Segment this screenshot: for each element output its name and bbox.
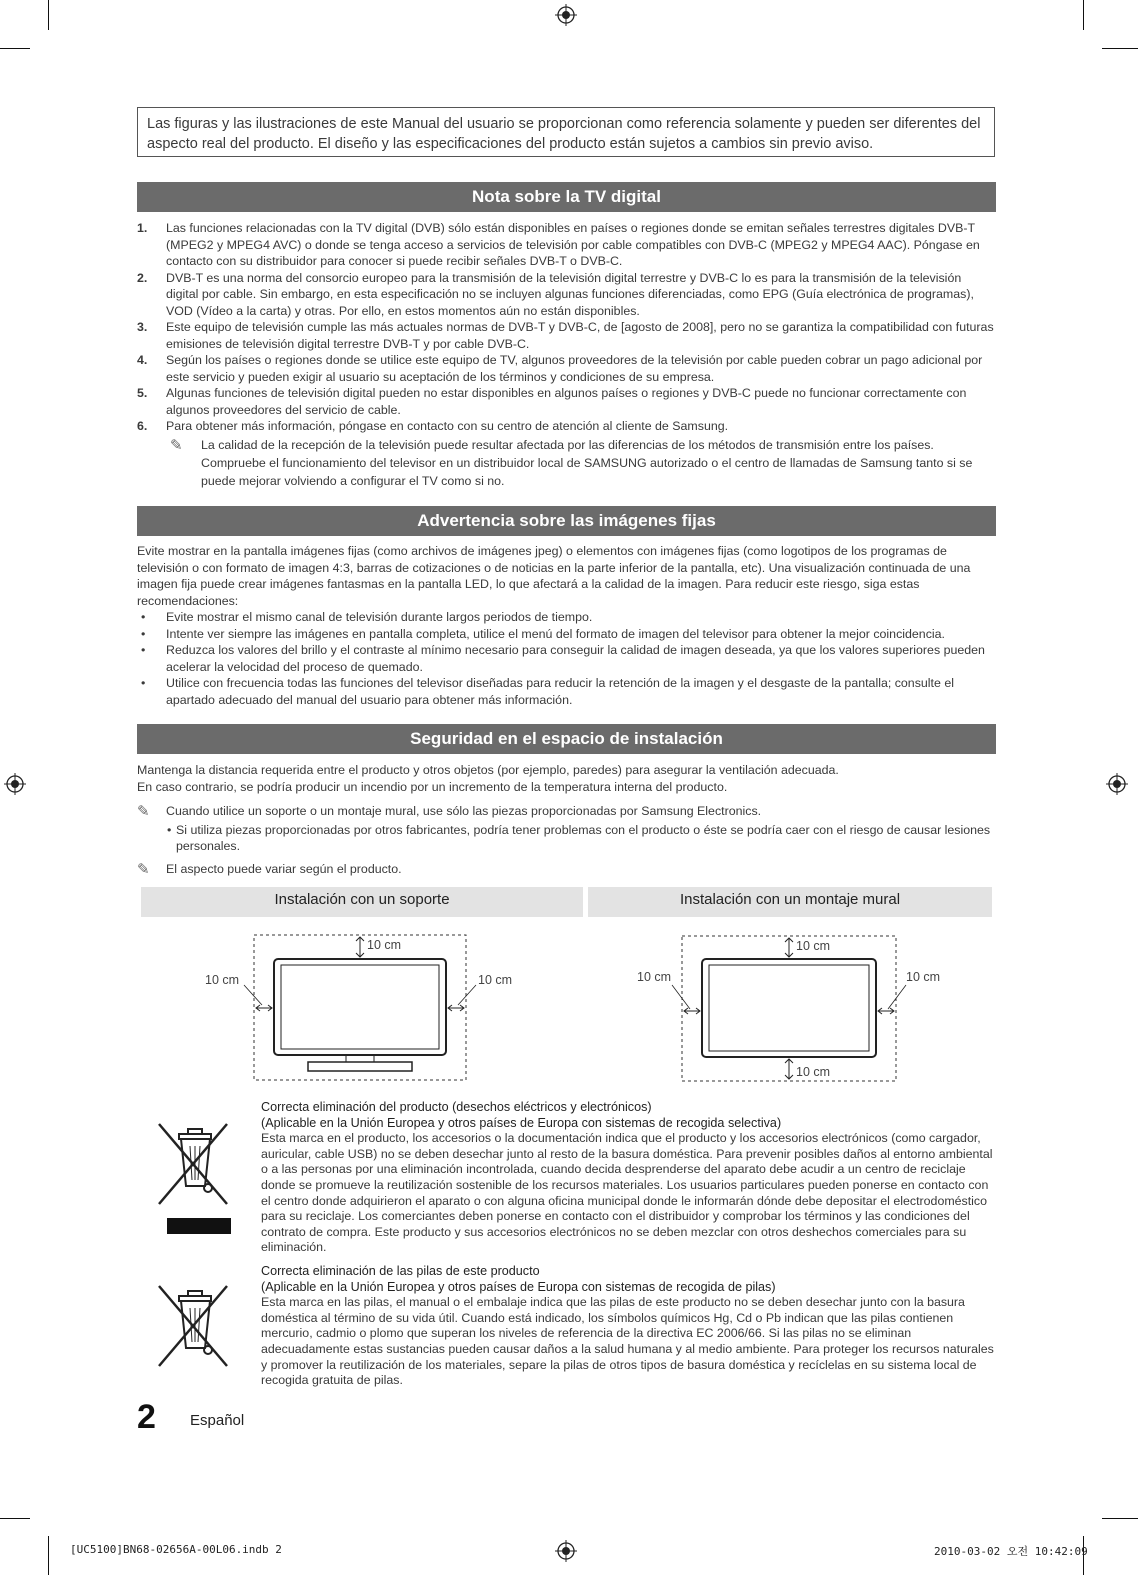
stand-installation-diagram [190, 925, 530, 1085]
pencil-note-icon: ✎ [137, 803, 150, 820]
install-wall-title: Instalación con un montaje mural [588, 887, 992, 917]
print-date: 2010-03-02 오전 10:42:09 [934, 1545, 1088, 1558]
note [166, 436, 995, 490]
registration-mark-icon [555, 1540, 577, 1562]
item-number: 2. [137, 270, 148, 285]
installation-content [137, 762, 995, 877]
item-text: Las funciones relacionadas con la TV digital (DVB) sólo están disponibles en países o regiones donde se emitan señales terrestres digitales DVB-T (MPEG2 y MPEG4 AVC) o donde se tenga acceso a servicios de televisión por cable compatibles con DVB-C (MPEG2 y MPEG4 AAC). Póngase en contacto con su distribuidor para conocer si puede recibir señales DVB-T o DVB-C. [166, 221, 980, 268]
item-number: 4. [137, 353, 148, 367]
item-number: 6. [137, 419, 148, 433]
item-text: DVB-T es una norma del consorcio europeo para la transmisión de la televisión digital terrestre y DVB-C lo es para la transmisión de la televisión digital por cable. Sin embargo, en esta especificación no se incluyen algunas funciones diferenciadas, como EPG (Guía electrónica de programas), VOD (Vídeo a la carta) y otras. Por ello, en estos momentos aún no están disponibles. [166, 270, 974, 318]
still-images-content [137, 543, 995, 708]
item-text: Algunas funciones de televisión digital pueden no estar disponibles en algunos países o regiones y DVB-C puede no funcionar correctamente con algunos proveedores del servicio de cable. [166, 386, 967, 417]
list-item [137, 626, 995, 643]
installation-intro: Mantenga la distancia requerida entre el producto y otros objetos (por ejemplo, paredes) para asegurar la ventilación adecuada. [137, 763, 839, 777]
print-file-info: [UC5100]BN68-02656A-00L06.indb 2 [70, 1543, 282, 1556]
item-number: 1. [137, 221, 148, 235]
battery-disposal-block [261, 1264, 996, 1389]
item-number: 3. [137, 320, 148, 334]
crop-mark [48, 1536, 49, 1575]
registration-mark-icon [1106, 773, 1128, 795]
list-item [137, 822, 995, 855]
bullet-text: Evite mostrar el mismo canal de televisión durante largos periodos de tiempo. [166, 610, 593, 624]
list-item [137, 418, 995, 435]
bullet-icon: • [141, 676, 146, 690]
item-text: Para obtener más información, póngase en contacto con su centro de atención al cliente de Samsung. [166, 419, 729, 433]
note [137, 803, 995, 820]
list-item [137, 220, 995, 270]
list-item [137, 352, 995, 385]
crop-mark [1083, 0, 1084, 30]
installation-intro: En caso contrario, se podría producir un incendio por un incremento de la temperatura interna del producto. [137, 779, 728, 794]
crossed-bin-icon [155, 1118, 235, 1238]
clearance-label: 10 cm [796, 939, 831, 953]
list-item [137, 385, 995, 418]
bullet-icon: • [141, 643, 146, 657]
still-images-intro: Evite mostrar en la pantalla imágenes fijas (como archivos de imágenes jpeg) o elementos con imágenes fijas (como logotipos de los programas de televisión o con formato de imagen 4:3, barras de cotizaciones o de noticias en la parte inferior de la pantalla, etc). Una visualización continuada de una imagen fija puede crear imágenes fantasmas en la pantalla LED, lo que afectará a la calidad de la imagen. Para reducir este riesgo, siga estas recomendaciones: [137, 544, 971, 608]
clearance-label: 10 cm [796, 1065, 831, 1079]
clearance-label: 10 cm [637, 970, 672, 984]
clearance-label: 10 cm [205, 973, 240, 987]
clearance-label: 10 cm [906, 970, 941, 984]
disposal-body: Esta marca en el producto, los accesorios o la documentación indica que el producto y los accesorios electrónicos (como cargador, auricular, cable USB) no se deben desechar junto al resto de la basura doméstica. Para prevenir posibles daños al entorno ambiental o a las personas por una eliminación incontrolada, cuando decida desprenderse del aparato debe acudir a un centro de reciclaje donde se promueve la reutilización sostenible de los recursos materiales. Los usuarios particulares pueden ponerse en contacto con el centro donde adquirieron el aparato o con alguna oficina municipal donde le informarán dónde debe depositar el electrodoméstico para su reciclaje. Los comerciantes deben ponerse en contacto con el distribuidor y comprobar los términos y las condiciones del contrato de compra. Este producto y sus accesorios electrónicos no se deben mezclar con otros deshechos comerciales para su eliminación. [261, 1131, 993, 1255]
bullet-icon: • [167, 822, 172, 837]
pencil-note-icon: ✎ [170, 436, 183, 454]
battery-disposal-body: Esta marca en las pilas, el manual o el embalaje indica que las pilas de este producto no se deben desechar junto con la basura doméstica al término de su vida útil. Cuando está indicado, los símbolos químicos Hg, Cd o Pb indican que las pilas contienen mercurio, cadmio o plomo que superan los niveles de referencia de la directiva EC 2006/66. Si las pilas no se eliminan adecuadamente estas sustancias pueden causar daños a la salud humana y al medio ambiente. Para proteger los recursos naturales y promover la reutilización de los materiales, separe la pilas de otros tipos de basura doméstica y recíclelas en su sistema local de recogida gratuita de pilas. [261, 1295, 994, 1388]
note [137, 861, 995, 878]
clearance-label: 10 cm [478, 973, 513, 987]
note-text: El aspecto puede variar según el producto. [166, 861, 402, 876]
page-number: 2 [137, 1398, 156, 1436]
item-number: 5. [137, 386, 148, 400]
crop-mark [48, 0, 49, 30]
note-text: La calidad de la recepción de la televisión puede resultar afectada por las diferencias de los métodos de transmisión entre los países. Compruebe el funcionamiento del televisor en un distribuidor local de SAMSUNG autorizado o el centro de llamadas de Samsung tanto si se puede mejorar volviendo a configurar el TV como si no. [201, 437, 973, 488]
list-item [137, 642, 995, 675]
registration-mark-icon [4, 773, 26, 795]
crop-mark [1102, 1518, 1138, 1519]
bullet-text: Reduzca los valores del brillo y el contraste al mínimo necesario para conseguir la calidad de imagen deseada, ya que los valores superiores pueden acelerar la velocidad del proceso de quemado. [166, 643, 985, 674]
bullet-text: Si utiliza piezas proporcionadas por otros fabricantes, podría tener problemas con el producto o éste se podría caer con el riesgo de causar lesiones personales. [176, 822, 991, 853]
section-title-digital-tv: Nota sobre la TV digital [137, 182, 996, 212]
disclaimer-notice: Las figuras y las ilustraciones de este Manual del usuario se proporcionan como referencia solamente y pueden ser diferentes del aspecto real del producto. El diseño y las especificaciones del producto están sujetos a cambios sin previo aviso. [137, 107, 995, 157]
list-item [137, 675, 995, 708]
crop-mark [0, 48, 30, 49]
section-title-still-images: Advertencia sobre las imágenes fijas [137, 506, 996, 536]
item-text: Según los países o regiones donde se utilice este equipo de TV, algunos proveedores de la televisión por cable pueden cobrar un pago adicional por este servicio y pueden exigir al usuario su aceptación de los términos y condiciones de su empresa. [166, 353, 983, 384]
product-disposal-block [261, 1100, 996, 1256]
pencil-note-icon: ✎ [137, 860, 150, 878]
bullet-text: Utilice con frecuencia todas las funciones del televisor diseñadas para reducir la retención de la imagen y el desgaste de la pantalla; consulte el apartado adecuado del manual del usuario para obtener más información. [166, 676, 954, 707]
install-stand-title: Instalación con un soporte [141, 887, 583, 917]
bullet-icon: • [141, 610, 146, 624]
battery-disposal-title: Correcta eliminación de las pilas de este producto [261, 1264, 540, 1278]
digital-tv-list [137, 220, 995, 490]
list-item [137, 319, 995, 352]
clearance-label: 10 cm [367, 938, 402, 952]
crop-mark [0, 1518, 30, 1519]
note-text: Cuando utilice un soporte o un montaje mural, use sólo las piezas proporcionadas por Samsung Electronics. [166, 804, 762, 818]
crop-mark [1102, 48, 1138, 49]
list-item [137, 270, 995, 320]
bullet-icon: • [141, 626, 146, 641]
item-text: Este equipo de televisión cumple las más actuales normas de DVB-T y DVB-C, de [agosto de 2008], pero no se garantiza la compatibilidad con futuras emisiones de televisión digital terrestre DVB-T y por cable DVB-C. [166, 320, 994, 351]
disposal-subtitle: (Aplicable en la Unión Europea y otros países de Europa con sistemas de recogida selectiva) [261, 1115, 782, 1130]
page-language: Español [190, 1412, 245, 1429]
list-item [137, 609, 995, 626]
battery-disposal-subtitle: (Aplicable en la Unión Europea y otros países de Europa con sistemas de recogida de pilas) [261, 1279, 776, 1294]
bullet-text: Intente ver siempre las imágenes en pantalla completa, utilice el menú del formato de imagen del televisor para obtener la mejor coincidencia. [166, 626, 945, 641]
registration-mark-icon [555, 4, 577, 26]
crossed-battery-bin-icon [155, 1280, 235, 1370]
section-title-installation-space: Seguridad en el espacio de instalación [137, 724, 996, 754]
disposal-title: Correcta eliminación del producto (desechos eléctricos y electrónicos) [261, 1100, 652, 1114]
